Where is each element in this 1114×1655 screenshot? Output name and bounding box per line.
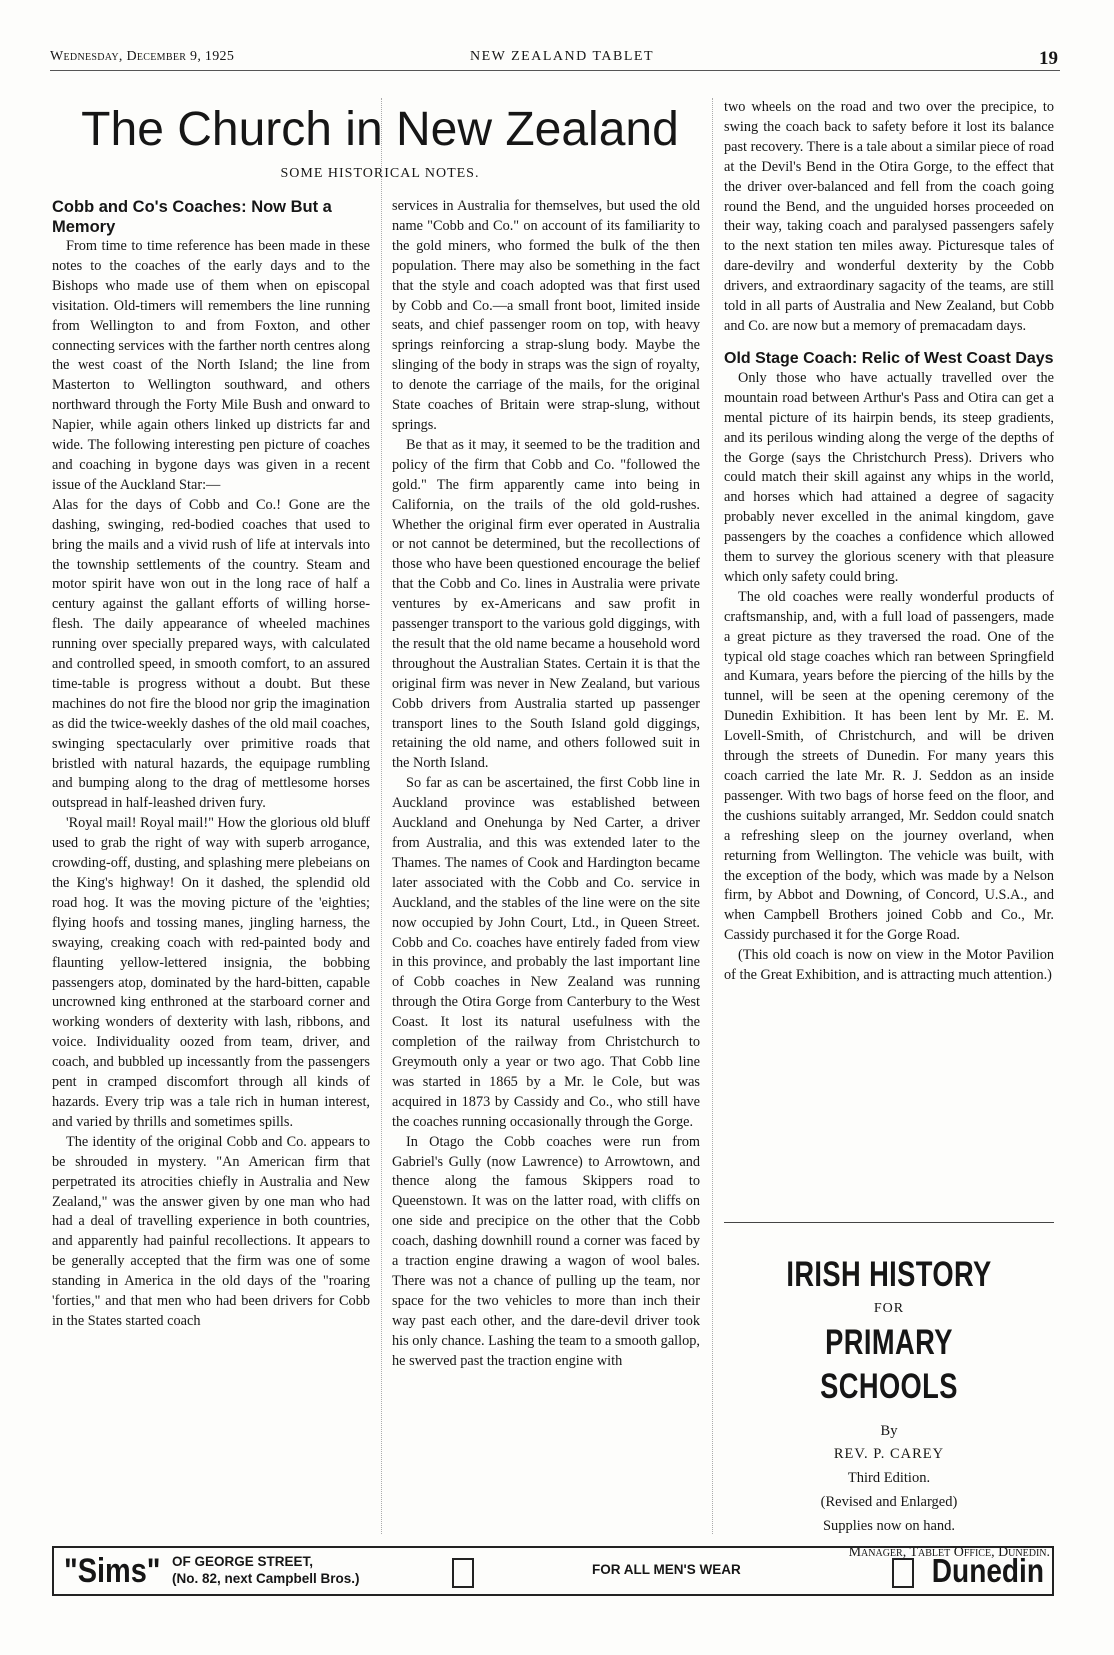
column-2 bbox=[392, 197, 700, 1534]
section-heading-cobb-coaches: Cobb and Co's Coaches: Now But a Memory bbox=[52, 198, 332, 236]
publication-name: NEW ZEALAND TABLET bbox=[470, 49, 655, 64]
ad-author: REV. P. CAREY bbox=[833, 1446, 945, 1462]
paragraph: Be that as it may, it seemed to be the tradition and policy of the firm that Cobb and Co. "followed the gold." The firm apparently came into being in California, on the trails of the old gold-rushes. Whether the original firm ever operated in Australia or not cannot be determined, but the recollections of those who have been questioned encourage the belief that the Cobb and Co. lines in Australia were private ventures by ex-Americans and saw profit in passenger transport to the various gold diggings, with the result that the old name became a household word throughout the Australian States. Certain it is that the original firm was never in New Zealand, but various Cobb drivers from Australia started up passenger transport lines to the South Island gold diggings, retaining the old name, and others followed suit in the North Island. bbox=[392, 436, 700, 772]
paragraph: services in Australia for themselves, but used the old name "Cobb and Co." on account of its familiarity to the gold miners, who formed the bulk of the then population. There may also be something in the fact that the style and coach adopted was that first used by Cobb and Co.—a small front boot, limited inside seats, and chief passenger room on top, with heavy springs reinforcing a strap-slung body. Maybe the slinging of the body in straps was the sign of royalty, to denote the carriage of the mails, for the original State coaches of Britain were strap-slung, without springs. bbox=[392, 198, 700, 433]
page-number: 19 bbox=[1039, 48, 1058, 69]
article-subtitle: SOME HISTORICAL NOTES. bbox=[280, 166, 480, 181]
ad-for: FOR bbox=[873, 1301, 905, 1316]
column-3 bbox=[724, 98, 1054, 1212]
issue-date: Wednesday, December 9, 1925 bbox=[50, 49, 235, 64]
sims-address-line-2: (No. 82, next Campbell Bros.) bbox=[172, 1571, 360, 1586]
paragraph: From time to time reference has been made in these notes to the coaches of the early days and to the Bishops who made use of them when on episcopal visitation. Old-timers will remembers the line running from Wellington to and from Foxton, and other connecting services with the farther north centres along the west coast of the North Island; the line from Masterton to Wellington southward, and others northward through the Forty Mile Bush and onward to Napier, while again others linked up districts far and wide. The following interesting pen picture of coaches and coaching in bygone days was given in a recent issue of the Auckland Star:— bbox=[52, 238, 370, 493]
ad-by: By bbox=[880, 1423, 898, 1439]
ad-edition: Third Edition. bbox=[847, 1470, 931, 1486]
column-rule bbox=[381, 98, 383, 1534]
box-ornament bbox=[452, 1558, 474, 1588]
ad-title-irish-history: IRISH HISTORY bbox=[786, 1255, 992, 1294]
ad-supplies: Supplies now on hand. bbox=[822, 1518, 956, 1534]
sims-address bbox=[172, 1553, 360, 1587]
paragraph: 'Royal mail! Royal mail!" How the glorious old bluff used to grab the right of way with superb arrogance, crowding-off, dusting, and splashing mere plebeians on the King's highway! On it dashed, the splendid old road hog. It was the moving picture of the 'eighties; flying hoofs and tossing manes, jingling harness, the swaying, creaking coach with red-painted body and flaunting yellow-lettered insignia, the bobbing passengers atop, dominated by the hard-bitten, capable uncrowned king enthroned at the starboard corner and working wonders of dexterity with lash, ribbons, and voice. Individuality oozed from team, driver, and coach, and bubbled up incessantly from the passengers pent in cramped discomfort through all kinds of hazards. Every trip was a tale rich in human interest, and varied by thrills and sometimes spills. bbox=[52, 815, 370, 1130]
mens-wear-text: FOR ALL MEN'S WEAR bbox=[592, 1562, 741, 1577]
irish-history-advertisement bbox=[724, 1222, 1054, 1560]
sims-address-line-1: OF GEORGE STREET, bbox=[172, 1554, 314, 1569]
paragraph: Alas for the days of Cobb and Co.! Gone are the dashing, swinging, red-bodied coaches that used to bring the mails and a vivid rush of life at intervals into the township settlements of the country. Steam and motor spirit have won out in the long race of half a century against the gallant efforts of willing horse-flesh. The daily appearance of wheeled machines running over specially prepared ways, with calculated and controlled speed, in smooth comfort, to an assured time-table is progress without a doubt. But these machines do not fire the blood nor grip the imagination as did the twice-weekly dashes of the old mail coaches, swinging spectacularly over primitive roads that bristled with natural hazards, the equipage rumbling and bumping along to the drag of mettlesome horses outspread in half-leashed driven fury. bbox=[52, 496, 370, 812]
column-rule bbox=[712, 98, 714, 1534]
dunedin-text: Dunedin bbox=[931, 1552, 1044, 1589]
column-1 bbox=[52, 197, 370, 1534]
box-ornament bbox=[892, 1558, 914, 1588]
masthead bbox=[50, 46, 1060, 71]
paragraph: The identity of the original Cobb and Co. appears to be shrouded in mystery. "An American firm that perpetrated its atrocities chiefly in Australia and New Zealand," was the answer given by one man who had had a deal of travelling experience in both countries, and apparently had painful recollections. It appears to be generally accepted that the firm was one of some standing in America in the old days of the "roaring 'forties," and that men who had been drivers for Cobb in the States started coach bbox=[52, 1133, 370, 1329]
article-title: The Church in New Zealand bbox=[81, 103, 679, 156]
paragraph: So far as can be ascertained, the first Cobb line in Auckland province was established between Auckland and Onehunga by Ned Carter, a driver from Australia, and this was extended later to the Thames. The names of Cook and Hardington became later associated with the Cobb and Co. service in Auckland, and the stables of the line were on the site now occupied by John Court, Ltd., in Queen Street. Cobb and Co. coaches have entirely faded from view in this province, and probably the last important line of Cobb coaches in New Zealand was running through the Otira Gorge from Canterbury to the West Coast. It lost its natural usefulness with the completion of the railway from Christchurch to Greymouth only a year or two ago. That Cobb line was started in 1865 by a Mr. le Cole, but was acquired in 1873 by Cassidy and Co., who still have the coaches running occasionally through the Gorge. bbox=[392, 775, 700, 1130]
paragraph: Only those who have actually travelled over the mountain road between Arthur's Pass and Otira can get a mental picture of its hairpin bends, its steep gradients, and its perilous winding along the verge of the depths of the Gorge (says the Christchurch Press). Drivers who could match their skill against any whips in the world, and horses which had attained a degree of sagacity probably never excelled in the animal kingdom, gave passengers by the coaches a confidence which allowed them to survey the glorious scenery with that pleasure which only safety could bring. bbox=[724, 369, 1054, 585]
sims-advertisement-banner bbox=[52, 1546, 1054, 1596]
sims-name: "Sims" bbox=[64, 1552, 161, 1590]
paragraph: two wheels on the road and two over the precipice, to swing the coach back to safety before it lost its balance past recovery. There is a tale about a similar piece of road at the Devil's Bend in the Otira Gorge, to the effect that the driver over-balanced and fell from the coach going round the Bend, and the unguided horses proceeded on their way, taking coach and paralysed passengers safely to the next station ten miles away. Picturesque tales of dare-devilry and wonderful dexterity by the Cobb drivers, and extraordinary sagacity of the teams, are still told in all parts of Australia and New Zealand, but Cobb and Co. are now but a memory of premacadam days. bbox=[724, 99, 1054, 334]
paragraph: (This old coach is now on view in the Motor Pavilion of the Great Exhibition, and is attracting much attention.) bbox=[724, 947, 1054, 984]
section-heading-old-stage-coach: Old Stage Coach: Relic of West Coast Days bbox=[724, 349, 1054, 367]
ad-revised: (Revised and Enlarged) bbox=[820, 1494, 958, 1510]
ad-title-primary-schools: PRIMARY SCHOOLS bbox=[820, 1323, 958, 1406]
paragraph: The old coaches were really wonderful products of craftsmanship, and, with a full load of passengers, made a great picture as they traversed the road. One of the typical old stage coaches which ran between Springfield and Kumara, years before the piercing of the hills by the tunnel, will be seen at the opening ceremony of the Dunedin Exhibition. It has been lent by Mr. E. M. Lovell-Smith, of Christchurch, and will be driven through the streets of Dunedin. For many years this coach carried the late Mr. R. J. Seddon as an inside passenger. With two bags of horse feed on the floor, and the cushions suitably arranged, Mr. Seddon could snatch a refreshing sleep on the journey overland, when returning from Wellington. The vehicle was built, with the exception of the body, which was made by a Nelson firm, by Abbot and Downing, of Concord, U.S.A., and when Campbell Brothers joined Cobb and Co., Mr. Cassidy purchased it for the Gorge Road. bbox=[724, 588, 1054, 944]
ad-manager: Manager, Tablet Office, Dunedin. bbox=[848, 1545, 1050, 1560]
paragraph: In Otago the Cobb coaches were run from Gabriel's Gully (now Lawrence) to Arrowtown, and thence along the famous Skippers road to Queenstown. It was on the latter road, with cliffs on one side and precipice on the other that the Cobb coach, dashing downhill round a corner was faced by a traction engine drawing a wagon of wool bales. There was not a chance of pulling up the team, nor space for the two vehicles to more than inch their way past each other, and the dare-devil driver took his only chance. Lashing the team to a smooth gallop, he swerved past the traction engine with bbox=[392, 1133, 700, 1369]
